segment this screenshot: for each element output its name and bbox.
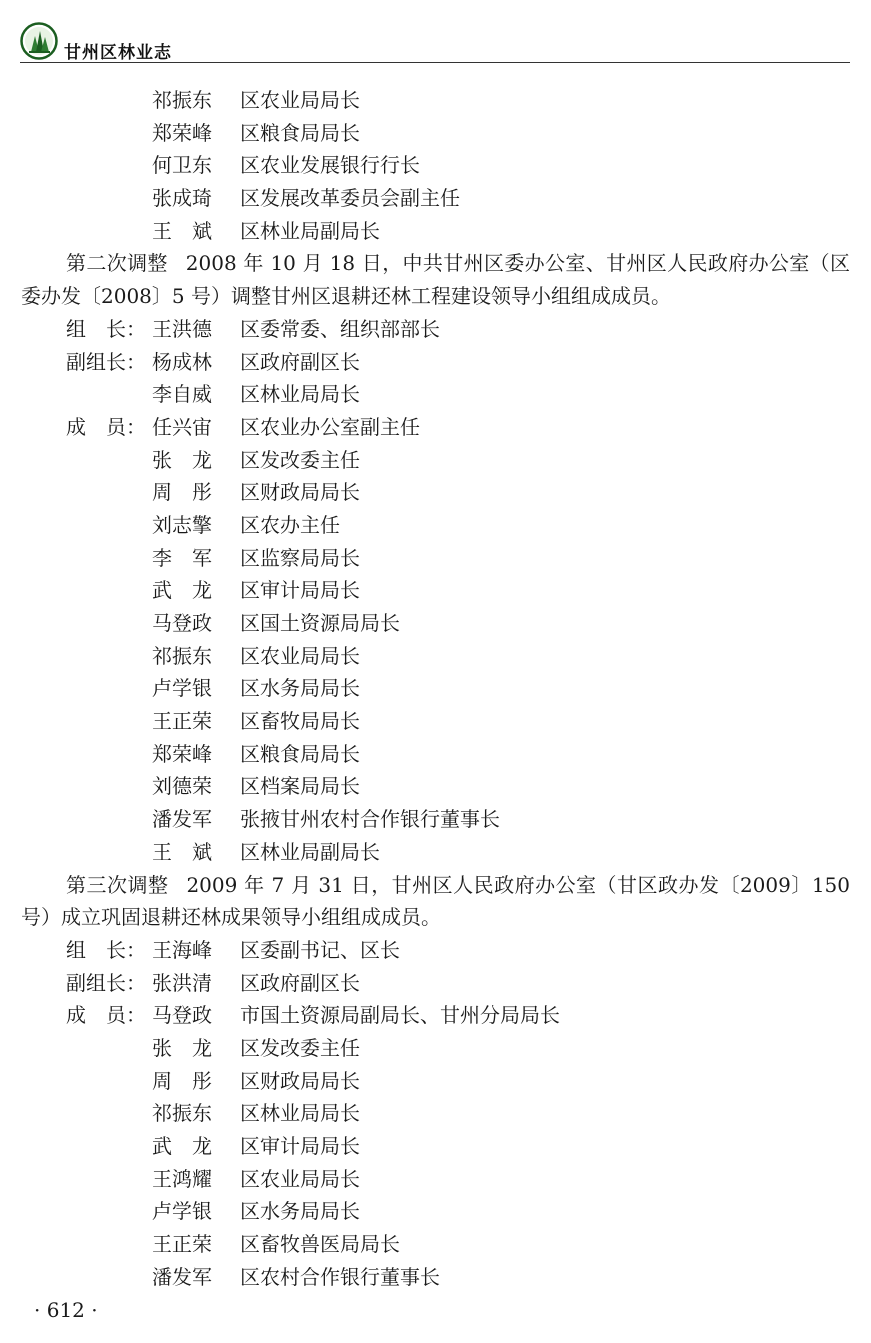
member-role: 组 长： (66, 316, 146, 341)
paragraph-text: 2009 年 7 月 31 日，甘州区人民政府办公室（甘区政办发〔2009〕150 号）成立巩固退耕还林成果领导小组组成成员。 (21, 872, 850, 930)
member-name: 任兴宙 (152, 414, 212, 439)
list-item (0, 1261, 871, 1294)
paragraph-text: 2008 年 10 月 18 日，中共甘州区委办公室、甘州区人民政府办公室（区委办发〔2008〕5 号）调整甘州区退耕还林工程建设领导小组组成成员。 (21, 251, 850, 309)
list-item (0, 607, 871, 640)
list-item (0, 836, 871, 869)
member-name: 王洪德 (152, 316, 212, 341)
member-title: 区发改委主任 (240, 1036, 360, 1060)
list-item (0, 1130, 871, 1163)
member-title: 区政府副区长 (240, 970, 360, 995)
member-name: 刘德荣 (152, 774, 212, 799)
list-item (0, 378, 871, 411)
member-name: 周 彤 (152, 480, 212, 505)
member-title: 区畜牧兽医局局长 (240, 1232, 400, 1257)
member-title: 区政府副区长 (240, 349, 360, 374)
member-name: 王正荣 (152, 709, 212, 734)
member-title: 区农村合作银行董事长 (240, 1264, 440, 1289)
paragraph-third-adjustment (21, 869, 850, 934)
list-item (0, 1228, 871, 1261)
list-item (0, 967, 871, 1000)
page-number: · 612 · (34, 1298, 98, 1322)
member-title: 区畜牧局局长 (240, 709, 360, 734)
member-title: 区档案局局长 (240, 774, 360, 799)
member-name: 周 彤 (152, 1068, 212, 1093)
member-name: 马登政 (152, 1003, 212, 1028)
member-name: 张 龙 (152, 447, 212, 472)
member-name: 郑荣峰 (152, 120, 212, 145)
list-item (0, 149, 871, 182)
list-item (0, 411, 871, 444)
member-title: 区农办主任 (240, 512, 340, 537)
member-name: 祁振东 (152, 1101, 212, 1126)
member-name: 王正荣 (152, 1232, 212, 1257)
member-title: 区财政局局长 (240, 480, 360, 505)
member-role: 副组长： (66, 349, 146, 374)
member-title: 区委副书记、区长 (240, 937, 400, 962)
list-item (0, 346, 871, 379)
list-item (0, 672, 871, 705)
list-item (0, 770, 871, 803)
member-title: 区国土资源局局长 (240, 611, 400, 636)
list-item (0, 705, 871, 738)
member-role: 组 长： (66, 937, 146, 962)
member-role: 成 员： (66, 414, 146, 439)
member-title: 区发展改革委员会副主任 (240, 186, 460, 211)
list-item (0, 1032, 871, 1065)
member-name: 张成琦 (152, 186, 212, 211)
list-item (0, 1195, 871, 1228)
list-item (0, 509, 871, 542)
member-title: 区林业局副局长 (240, 839, 380, 864)
member-title: 区粮食局局长 (240, 120, 360, 145)
member-title: 张掖甘州农村合作银行董事长 (240, 807, 500, 832)
member-name: 张洪清 (152, 970, 212, 995)
list-item (0, 117, 871, 150)
member-name: 王海峰 (152, 937, 212, 962)
list-item (0, 934, 871, 967)
member-title: 区委常委、组织部部长 (240, 316, 440, 341)
list-item (0, 1065, 871, 1098)
paragraph-second-adjustment (21, 247, 850, 312)
member-role: 成 员： (66, 1003, 146, 1028)
member-role: 副组长： (66, 970, 146, 995)
list-item (0, 803, 871, 836)
member-name: 李自威 (152, 382, 212, 407)
list-item (0, 542, 871, 575)
list-item (0, 476, 871, 509)
member-name: 卢学银 (152, 1199, 212, 1224)
list-item (0, 215, 871, 248)
list-item (0, 1163, 871, 1196)
member-name: 武 龙 (152, 578, 212, 603)
paragraph-lead: 第三次调整 (66, 872, 169, 897)
page-body (0, 84, 871, 1294)
member-title: 区发改委主任 (240, 447, 360, 472)
member-title: 区农业局局长 (240, 1166, 360, 1191)
member-name: 祁振东 (152, 88, 212, 112)
member-title: 区监察局局长 (240, 545, 360, 570)
member-title: 区粮食局局长 (240, 741, 360, 766)
member-title: 区财政局局长 (240, 1068, 360, 1093)
member-name: 王 斌 (152, 218, 212, 243)
list-item (0, 999, 871, 1032)
member-name: 马登政 (152, 611, 212, 636)
member-title: 区审计局局长 (240, 1134, 360, 1159)
member-name: 杨成林 (152, 349, 212, 374)
member-name: 张 龙 (152, 1036, 212, 1060)
member-title: 区林业局局长 (240, 1101, 360, 1126)
member-title: 区审计局局长 (240, 578, 360, 603)
member-name: 潘发军 (152, 1264, 212, 1289)
member-title: 区林业局局长 (240, 382, 360, 407)
member-name: 郑荣峰 (152, 741, 212, 766)
member-title: 区水务局局长 (240, 676, 360, 701)
book-title: 甘州区林业志 (64, 43, 172, 63)
member-name: 王 斌 (152, 839, 212, 864)
member-list-1 (0, 84, 871, 247)
member-list-3 (0, 934, 871, 1294)
list-item (0, 313, 871, 346)
member-name: 刘志擎 (152, 512, 212, 537)
member-title: 区水务局局长 (240, 1199, 360, 1224)
member-name: 卢学银 (152, 676, 212, 701)
member-name: 何卫东 (152, 153, 212, 178)
list-item (0, 84, 871, 117)
paragraph-lead: 第二次调整 (66, 251, 168, 276)
member-name: 武 龙 (152, 1134, 212, 1159)
member-name: 王鸿耀 (152, 1166, 212, 1191)
forest-logo-icon (20, 22, 58, 60)
list-item (0, 1097, 871, 1130)
member-name: 祁振东 (152, 643, 212, 668)
list-item (0, 182, 871, 215)
member-name: 潘发军 (152, 807, 212, 832)
header-divider (20, 62, 850, 63)
list-item (0, 738, 871, 771)
list-item (0, 640, 871, 673)
member-title: 区农业局局长 (240, 88, 360, 112)
member-title: 市国土资源局副局长、甘州分局局长 (240, 1003, 560, 1028)
member-title: 区林业局副局长 (240, 218, 380, 243)
member-list-2 (0, 313, 871, 869)
member-title: 区农业办公室副主任 (240, 414, 420, 439)
list-item (0, 444, 871, 477)
page-header (20, 22, 850, 64)
member-title: 区农业发展银行行长 (240, 153, 420, 178)
member-name: 李 军 (152, 545, 212, 570)
member-title: 区农业局局长 (240, 643, 360, 668)
list-item (0, 574, 871, 607)
